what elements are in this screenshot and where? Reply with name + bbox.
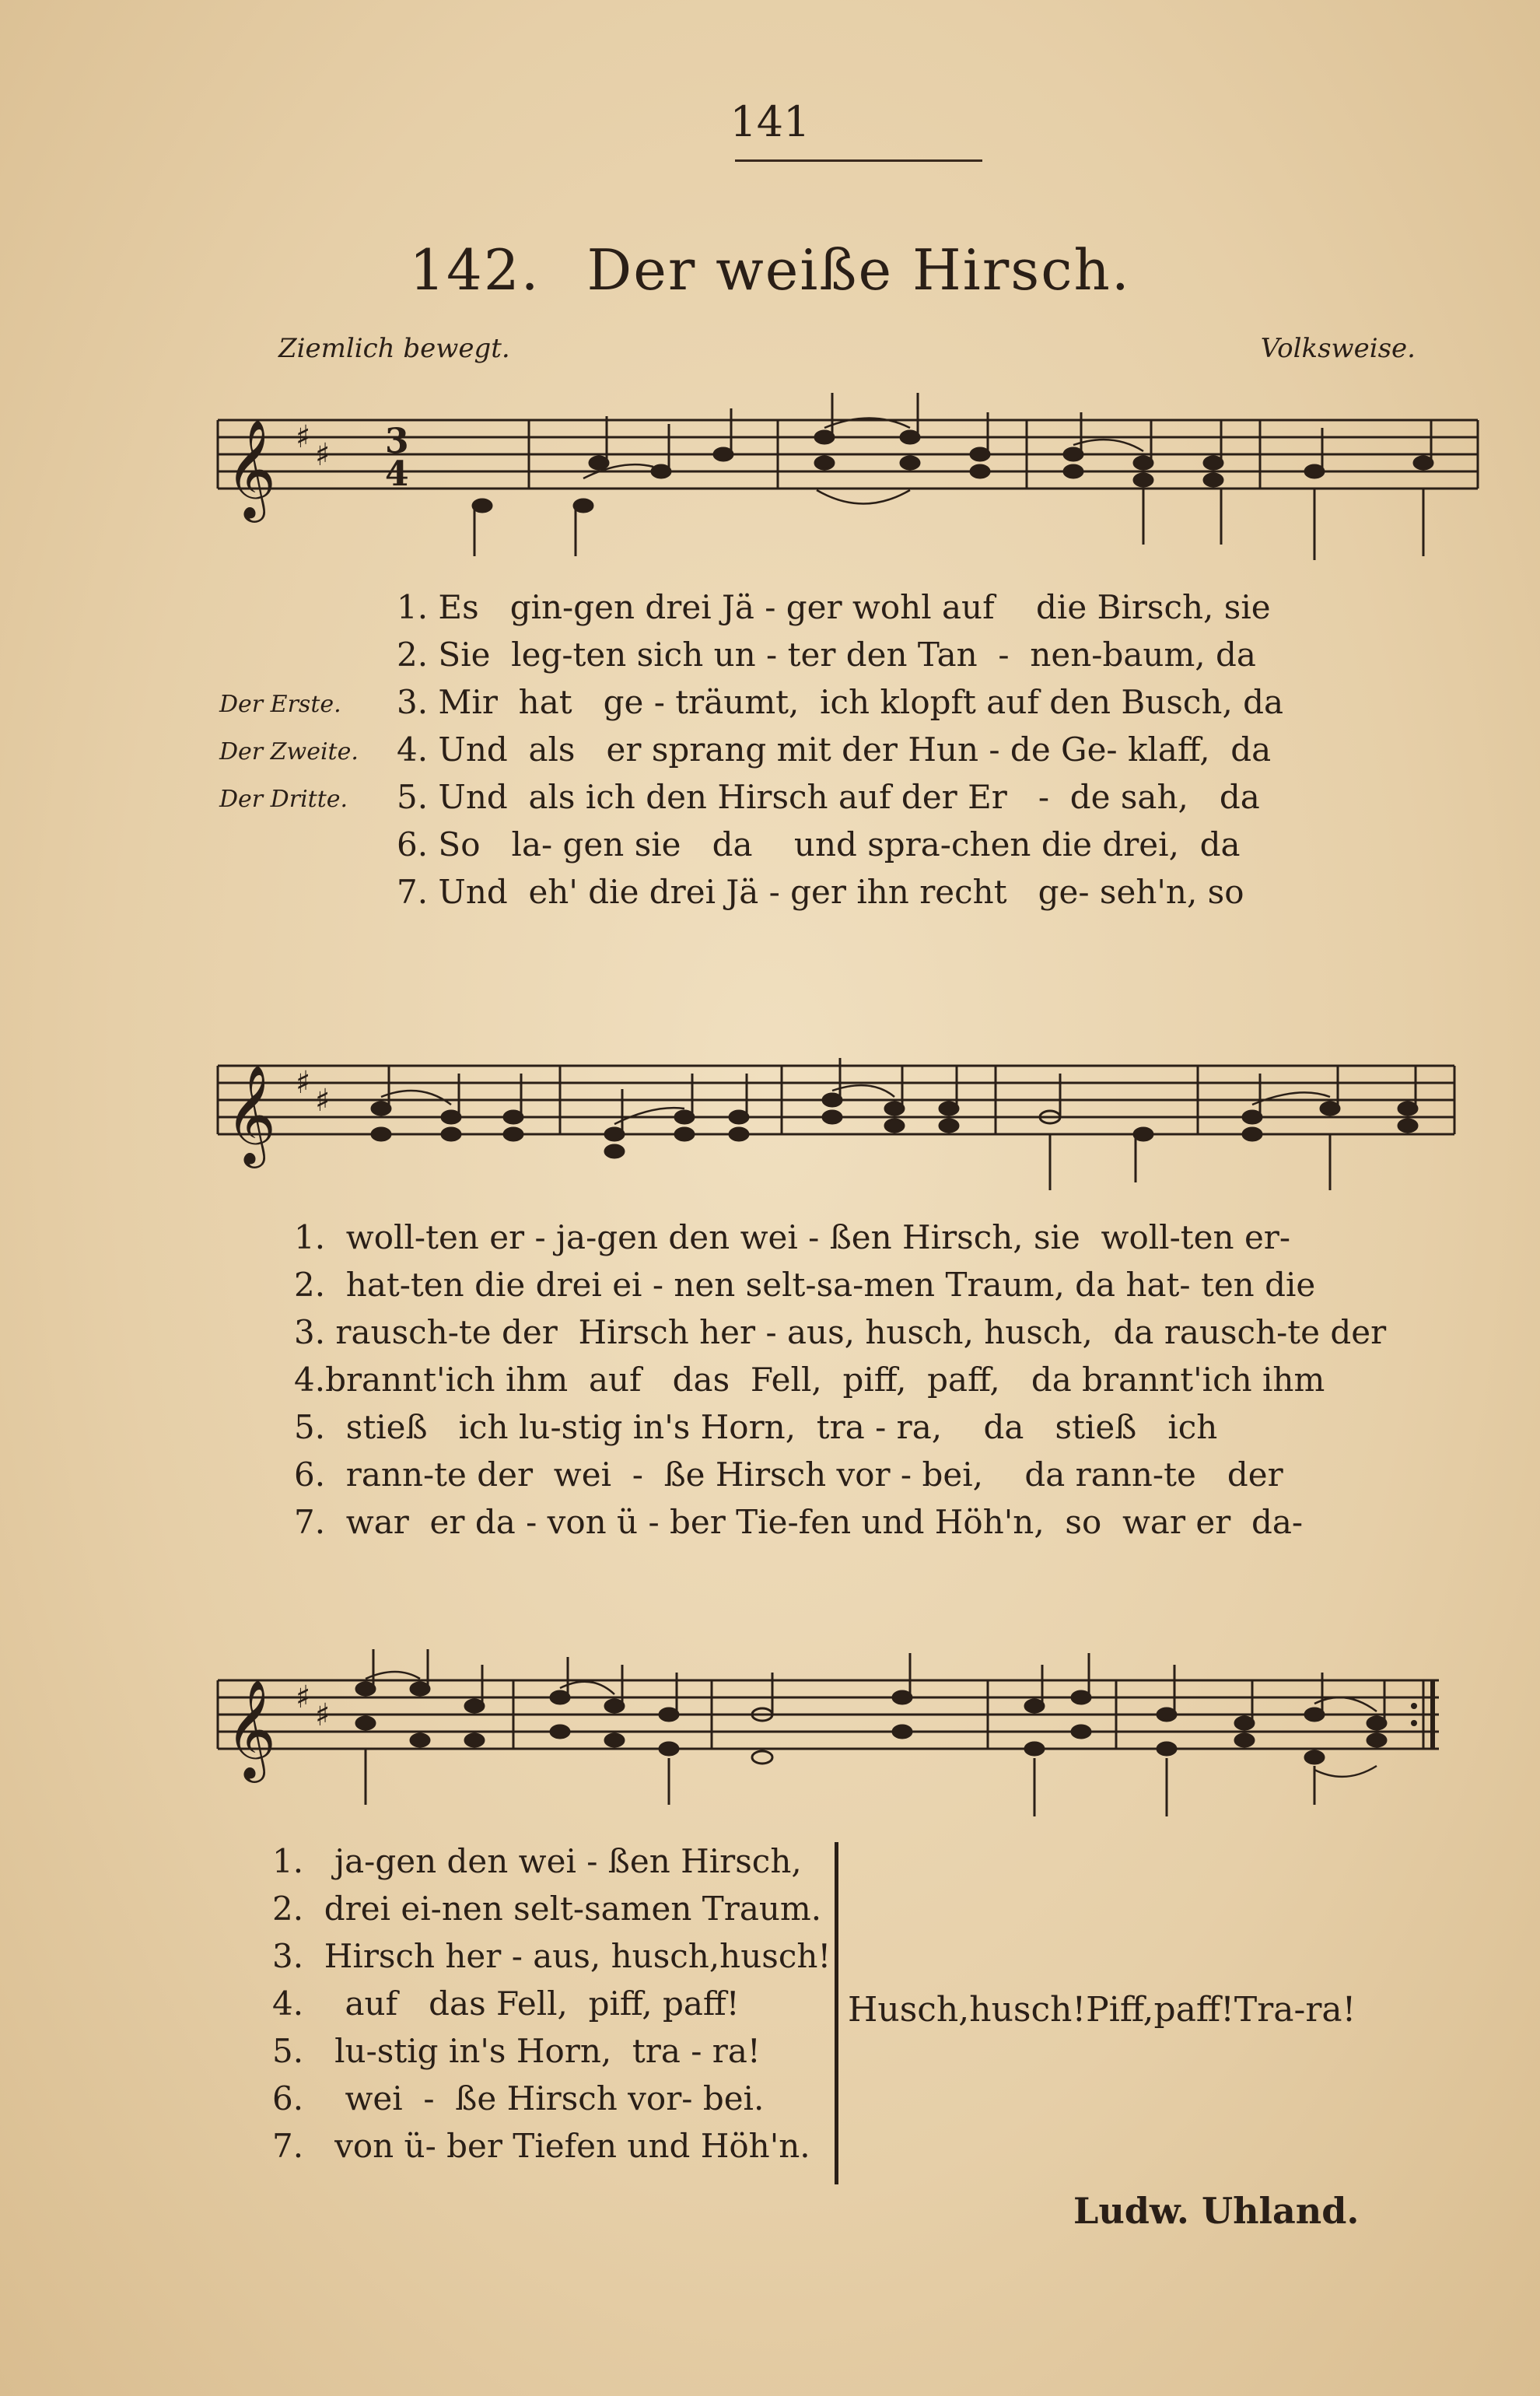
verse-line: 2. Sie leg-ten sich un - ter den Tan - nen-baum, da <box>397 636 1256 674</box>
repeat-dot-icon <box>1411 1703 1417 1709</box>
verses-block-3 <box>272 1837 831 2170</box>
tempo-marking: Ziemlich bewegt. <box>278 333 510 364</box>
sharp-icon: ♯ <box>296 1680 311 1715</box>
verse-line: 4.brannt'ich ihm auf das Fell, piff, paff, da brannt'ich ihm <box>294 1361 1325 1399</box>
verse-line: 7. war er da - von ü - ber Tie-fen und Höh'n, so war er da- <box>294 1503 1304 1541</box>
time-signature-icon: 4 <box>385 454 409 494</box>
verse-brace <box>835 1842 838 2184</box>
melody-source: Volksweise. <box>1260 333 1416 364</box>
verse-line: 3. rausch-te der Hirsch her - aus, husch, husch, da rausch-te der <box>294 1313 1387 1351</box>
treble-clef-icon: 𝄞 <box>226 1064 277 1164</box>
speaker-label: Der Zweite. <box>219 738 359 765</box>
verse-line: 2. drei ei-nen selt-samen Traum. <box>272 1890 822 1928</box>
verse-line: 5. Und als ich den Hirsch auf der Er - de sah, da <box>397 778 1260 816</box>
treble-clef-icon: 𝄞 <box>226 419 277 518</box>
page-number: 141 <box>730 97 810 146</box>
sharp-icon: ♯ <box>315 1083 331 1119</box>
sharp-icon: ♯ <box>315 437 331 473</box>
verse-line: 5. lu-stig in's Horn, tra - ra! <box>272 2032 761 2070</box>
song-number: 142. <box>409 237 541 303</box>
verse-line: 7. Und eh' die drei Jä - ger ihn recht ge- seh'n, so <box>397 873 1244 911</box>
author-signature: Ludw. Uhland. <box>1073 2190 1360 2232</box>
sharp-icon: ♯ <box>296 419 311 455</box>
speaker-label: Der Erste. <box>219 691 341 718</box>
verse-line: 5. stieß ich lu-stig in's Horn, tra - ra, da stieß ich <box>294 1408 1218 1446</box>
time-signature-icon: 3 <box>385 422 409 461</box>
verse-line: 3. Hirsch her - aus, husch,husch! <box>272 1937 831 1975</box>
verse-line: 1. ja-gen den wei - ßen Hirsch, <box>272 1842 802 1880</box>
verse-line: 4. auf das Fell, piff, paff! <box>272 1984 740 2023</box>
verse-line: 6. wei - ße Hirsch vor- bei. <box>272 2079 765 2118</box>
sharp-icon: ♯ <box>296 1065 311 1101</box>
song-title <box>0 237 1540 303</box>
verse-line: 6. rann-te der wei - ße Hirsch vor - bei, da rann-te der <box>294 1455 1283 1494</box>
verses-block-2 <box>294 1214 1386 1546</box>
song-title-text: Der weiße Hirsch. <box>586 237 1131 303</box>
verse-line: 4. Und als er sprang mit der Hun - de Ge- klaff, da <box>397 730 1272 769</box>
music-staff-1 <box>210 389 1486 576</box>
music-staff-2 <box>210 1035 1462 1221</box>
verse-line: 6. So la- gen sie da und spra-chen die drei, da <box>397 825 1241 863</box>
verse-line: 1. Es gin-gen drei Jä - ger wohl auf die Birsch, sie <box>397 588 1271 626</box>
verses-block-1 <box>397 583 1283 916</box>
treble-clef-icon: 𝄞 <box>226 1679 277 1778</box>
verse-line: 7. von ü- ber Tiefen und Höh'n. <box>272 2127 810 2165</box>
music-staff-3 <box>210 1649 1447 1836</box>
sharp-icon: ♯ <box>315 1697 331 1733</box>
speaker-label: Der Dritte. <box>219 786 348 813</box>
verse-line: 3. Mir hat ge - träumt, ich klopft auf den Busch, da <box>397 683 1284 721</box>
verse-line: 1. woll-ten er - ja-gen den wei - ßen Hirsch, sie woll-ten er- <box>294 1218 1291 1256</box>
refrain-text: Husch,husch!Piff,paff!Tra-ra! <box>848 1990 1356 2030</box>
page-number-rule <box>735 159 982 162</box>
verse-line: 2. hat-ten die drei ei - nen selt-sa-men Traum, da hat- ten die <box>294 1266 1316 1304</box>
repeat-dot-icon <box>1411 1720 1417 1726</box>
